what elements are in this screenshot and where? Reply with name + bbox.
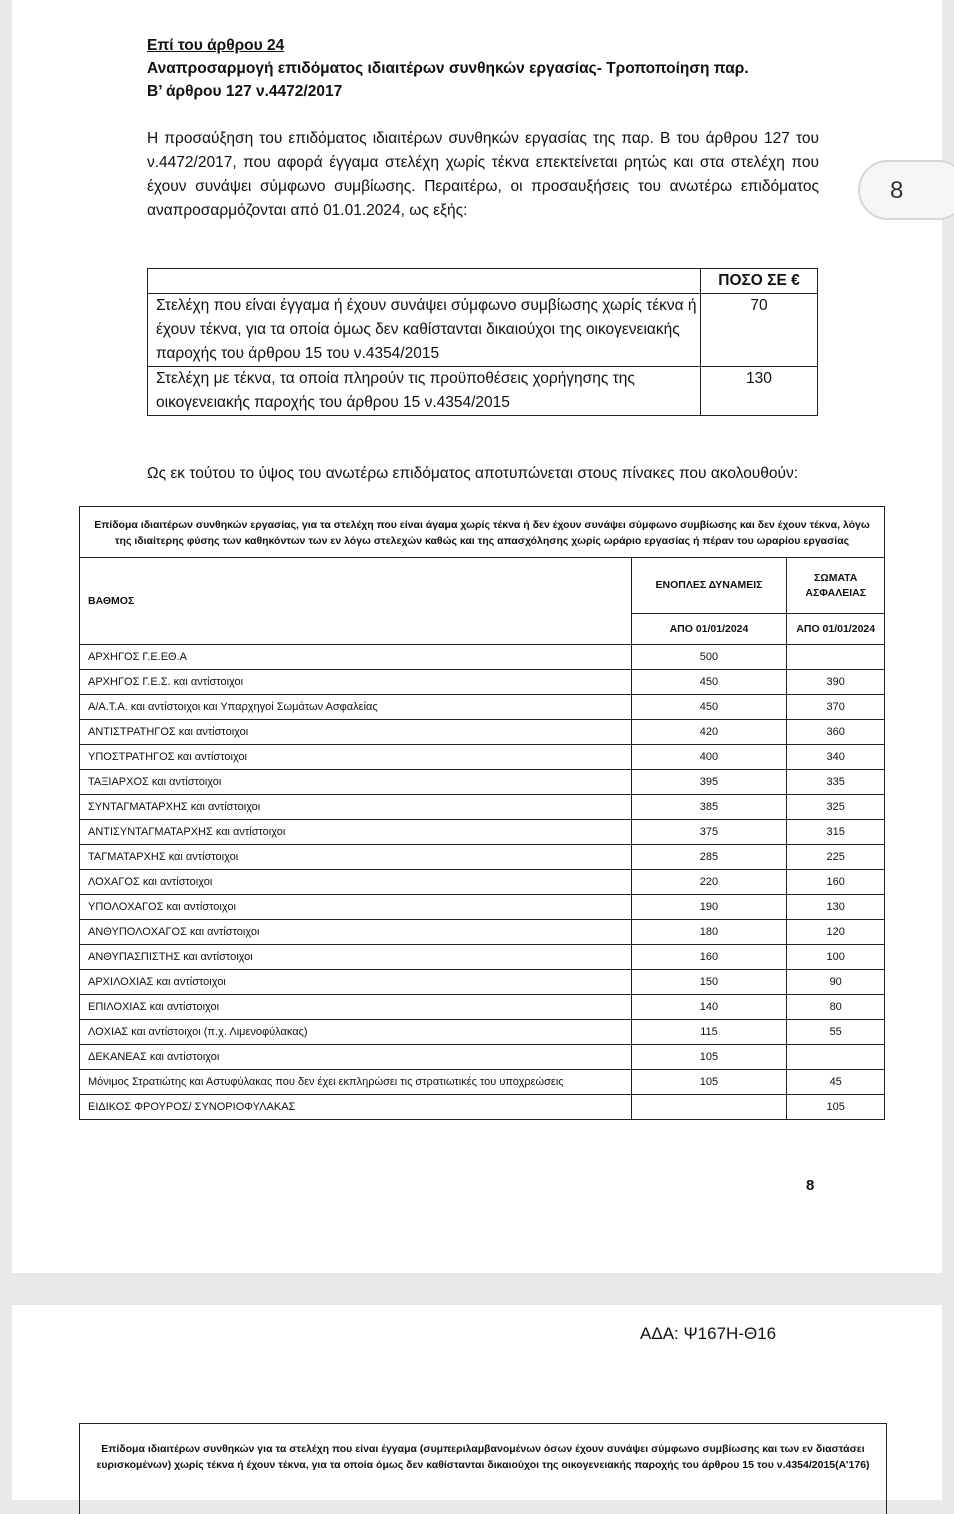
rank-cell: ΑΝΘΥΠΟΛΟΧΑΓΟΣ και αντίστοιχοι [80, 920, 632, 945]
rank-table [79, 506, 885, 1120]
rank-cell: Α/Α.Τ.Α. και αντίστοιχοι και Υπαρχηγοί Σωμάτων Ασφαλείας [80, 695, 632, 720]
armed-forces-value: 180 [631, 920, 787, 945]
page-indicator-number: 8 [890, 177, 904, 204]
security-forces-value: 90 [787, 970, 885, 995]
rank-cell: ΑΡΧΗΓΟΣ Γ.Ε.Σ. και αντίστοιχοι [80, 670, 632, 695]
armed-forces-value [631, 1095, 787, 1120]
article-heading: Επί του άρθρου 24 [147, 37, 285, 54]
table-row [80, 870, 885, 895]
armed-forces-value: 375 [631, 820, 787, 845]
armed-forces-value: 150 [631, 970, 787, 995]
security-forces-value: 45 [787, 1070, 885, 1095]
security-forces-value [787, 645, 885, 670]
armed-forces-value: 420 [631, 720, 787, 745]
rank-cell: ΕΠΙΛΟΧΙΑΣ και αντίστοιχοι [80, 995, 632, 1020]
security-forces-value: 130 [787, 895, 885, 920]
table-row [80, 670, 885, 695]
rank-cell: ΑΡΧΙΛΟΧΙΑΣ και αντίστοιχοι [80, 970, 632, 995]
table-row [80, 945, 885, 970]
table-row [80, 1045, 885, 1070]
rank-cell: Μόνιμος Στρατιώτης και Αστυφύλακας που δεν έχει εκπληρώσει τις στρατιωτικές του υποχρεώσεις [80, 1070, 632, 1095]
table-row [80, 770, 885, 795]
article-header [147, 34, 822, 103]
ada-code: ΑΔΑ: Ψ167Η-Θ16 [640, 1324, 777, 1343]
rank-cell: ΛΟΧΑΓΟΣ και αντίστοιχοι [80, 870, 632, 895]
rank-column-header: ΒΑΘΜΟΣ [80, 558, 632, 645]
security-forces-value: 360 [787, 720, 885, 745]
security-forces-value: 315 [787, 820, 885, 845]
rank-cell: ΕΙΔΙΚΟΣ ΦΡΟΥΡΟΣ/ ΣΥΝΟΡΙΟΦΥΛΑΚΑΣ [80, 1095, 632, 1120]
table-row [80, 695, 885, 720]
armed-forces-value: 450 [631, 695, 787, 720]
rank-cell: ΥΠΟΣΤΡΑΤΗΓΟΣ και αντίστοιχοι [80, 745, 632, 770]
article-title-line1: Αναπροσαρμογή επιδόματος ιδιαιτέρων συνθηκών εργασίας- Τροποποίηση παρ. [147, 60, 749, 77]
rank-cell: ΤΑΓΜΑΤΑΡΧΗΣ και αντίστοιχοι [80, 845, 632, 870]
amount-table-blank-header [148, 269, 701, 294]
next-table [79, 1423, 887, 1514]
armed-forces-header: ΕΝΟΠΛΕΣ ΔΥΝΑΜΕΙΣ [631, 558, 787, 614]
armed-forces-value: 115 [631, 1020, 787, 1045]
security-forces-date: ΑΠΟ 01/01/2024 [787, 614, 885, 645]
table-row [148, 294, 818, 367]
amount-table-header: ΠΟΣΟ ΣΕ € [701, 269, 818, 294]
security-forces-value [787, 1045, 885, 1070]
security-forces-value: 325 [787, 795, 885, 820]
table-row [80, 1070, 885, 1095]
page-number: 8 [806, 1177, 815, 1194]
table-row [80, 820, 885, 845]
armed-forces-value: 500 [631, 645, 787, 670]
rank-cell: ΛΟΧΙΑΣ και αντίστοιχοι (π.χ. Λιμενοφύλακας) [80, 1020, 632, 1045]
armed-forces-value: 450 [631, 670, 787, 695]
security-forces-value: 335 [787, 770, 885, 795]
article-title-line2: Β’ άρθρου 127 ν.4472/2017 [147, 83, 343, 100]
amount-value: 70 [701, 294, 818, 367]
table-row [80, 645, 885, 670]
security-forces-value: 390 [787, 670, 885, 695]
after-paragraph: Ως εκ τούτου το ύψος του ανωτέρω επιδόματος αποτυπώνεται στους πίνακες που ακολουθούν: [147, 465, 799, 482]
intro-paragraph: Η προσαύξηση του επιδόματος ιδιαιτέρων συνθηκών εργασίας της παρ. Β του άρθρου 127 του ν.4472/2017, που αφορά έγγαμα στελέχη χωρίς τέκνα επεκτείνεται ρητώς και στα στελέχη που έχουν συνάψει σύμφωνο συμβίωσης. Περαιτέρω, οι προσαυξήσεις του ανωτέρω επιδόματος αναπροσαρμόζονται από 01.01.2024, ως εξής: [147, 130, 819, 219]
rank-cell: ΥΠΟΛΟΧΑΓΟΣ και αντίστοιχοι [80, 895, 632, 920]
armed-forces-value: 160 [631, 945, 787, 970]
table-row [80, 1020, 885, 1045]
security-forces-value: 225 [787, 845, 885, 870]
security-forces-value: 100 [787, 945, 885, 970]
rank-cell: ΔΕΚΑΝΕΑΣ και αντίστοιχοι [80, 1045, 632, 1070]
security-forces-value: 80 [787, 995, 885, 1020]
table-row [80, 720, 885, 745]
security-forces-value: 120 [787, 920, 885, 945]
security-forces-value: 55 [787, 1020, 885, 1045]
rank-cell: ΑΝΘΥΠΑΣΠΙΣΤΗΣ και αντίστοιχοι [80, 945, 632, 970]
rank-cell: ΑΝΤΙΣΤΡΑΤΗΓΟΣ και αντίστοιχοι [80, 720, 632, 745]
next-table-caption: Επίδομα ιδιαιτέρων συνθηκών για τα στελέχη που είναι έγγαμα (συμπεριλαμβανομένων όσων έχουν συνάψει σύμφωνο συμβίωσης και των εν διαστάσει ευρισκομένων) χωρίς τέκνα ή έχουν τέκνα, για τα οποία όμως δεν καθίστανται δικαιούχοι της οικογενειακής παροχής του άρθρου 15 του ν.4354/2015(Α’176) [96, 1443, 870, 1471]
security-forces-value: 370 [787, 695, 885, 720]
rank-cell: ΑΡΧΗΓΟΣ Γ.Ε.ΕΘ.Α [80, 645, 632, 670]
armed-forces-value: 285 [631, 845, 787, 870]
armed-forces-value: 395 [631, 770, 787, 795]
table-row [80, 745, 885, 770]
table-row [80, 795, 885, 820]
table-row [80, 845, 885, 870]
page-indicator-badge[interactable] [858, 160, 954, 220]
amount-desc: Στελέχη που είναι έγγαμα ή έχουν συνάψει σύμφωνο συμβίωσης χωρίς τέκνα ή έχουν τέκνα, για τα οποία όμως δεν καθίστανται δικαιούχοι της οικογενειακής παροχής του άρθρου 15 του ν.4354/2015 [148, 294, 701, 367]
table-row [80, 1095, 885, 1120]
amount-value: 130 [701, 367, 818, 416]
armed-forces-value: 105 [631, 1045, 787, 1070]
armed-forces-value: 190 [631, 895, 787, 920]
armed-forces-value: 140 [631, 995, 787, 1020]
table-row [80, 995, 885, 1020]
armed-forces-value: 400 [631, 745, 787, 770]
rank-table-caption: Επίδομα ιδιαιτέρων συνθηκών εργασίας, για τα στελέχη που είναι άγαμα χωρίς τέκνα ή δεν έχουν συνάψει σύμφωνο συμβίωσης και δεν έχουν τέκνα, λόγω της ιδιαίτερης φύσης των καθηκόντων των εν λόγω στελεχών καθώς και της απασχόλησης χωρίς ωράριο εργασίας ή πέραν του ωραρίου εργασίας [80, 507, 885, 558]
security-forces-value: 160 [787, 870, 885, 895]
rank-cell: ΣΥΝΤΑΓΜΑΤΑΡΧΗΣ και αντίστοιχοι [80, 795, 632, 820]
armed-forces-value: 105 [631, 1070, 787, 1095]
rank-cell: ΑΝΤΙΣΥΝΤΑΓΜΑΤΑΡΧΗΣ και αντίστοιχοι [80, 820, 632, 845]
security-forces-value: 105 [787, 1095, 885, 1120]
amount-desc: Στελέχη με τέκνα, τα οποία πληρούν τις προϋποθέσεις χορήγησης της οικογενειακής παροχής του άρθρου 15 ν.4354/2015 [148, 367, 701, 416]
table-row [148, 367, 818, 416]
table-row [80, 895, 885, 920]
armed-forces-value: 220 [631, 870, 787, 895]
armed-forces-value: 385 [631, 795, 787, 820]
table-row [80, 920, 885, 945]
armed-forces-date: ΑΠΟ 01/01/2024 [631, 614, 787, 645]
amount-table [147, 268, 818, 416]
security-forces-header: ΣΩΜΑΤΑ ΑΣΦΑΛΕΙΑΣ [787, 558, 885, 614]
rank-cell: ΤΑΞΙΑΡΧΟΣ και αντίστοιχοι [80, 770, 632, 795]
security-forces-value: 340 [787, 745, 885, 770]
table-row [80, 970, 885, 995]
